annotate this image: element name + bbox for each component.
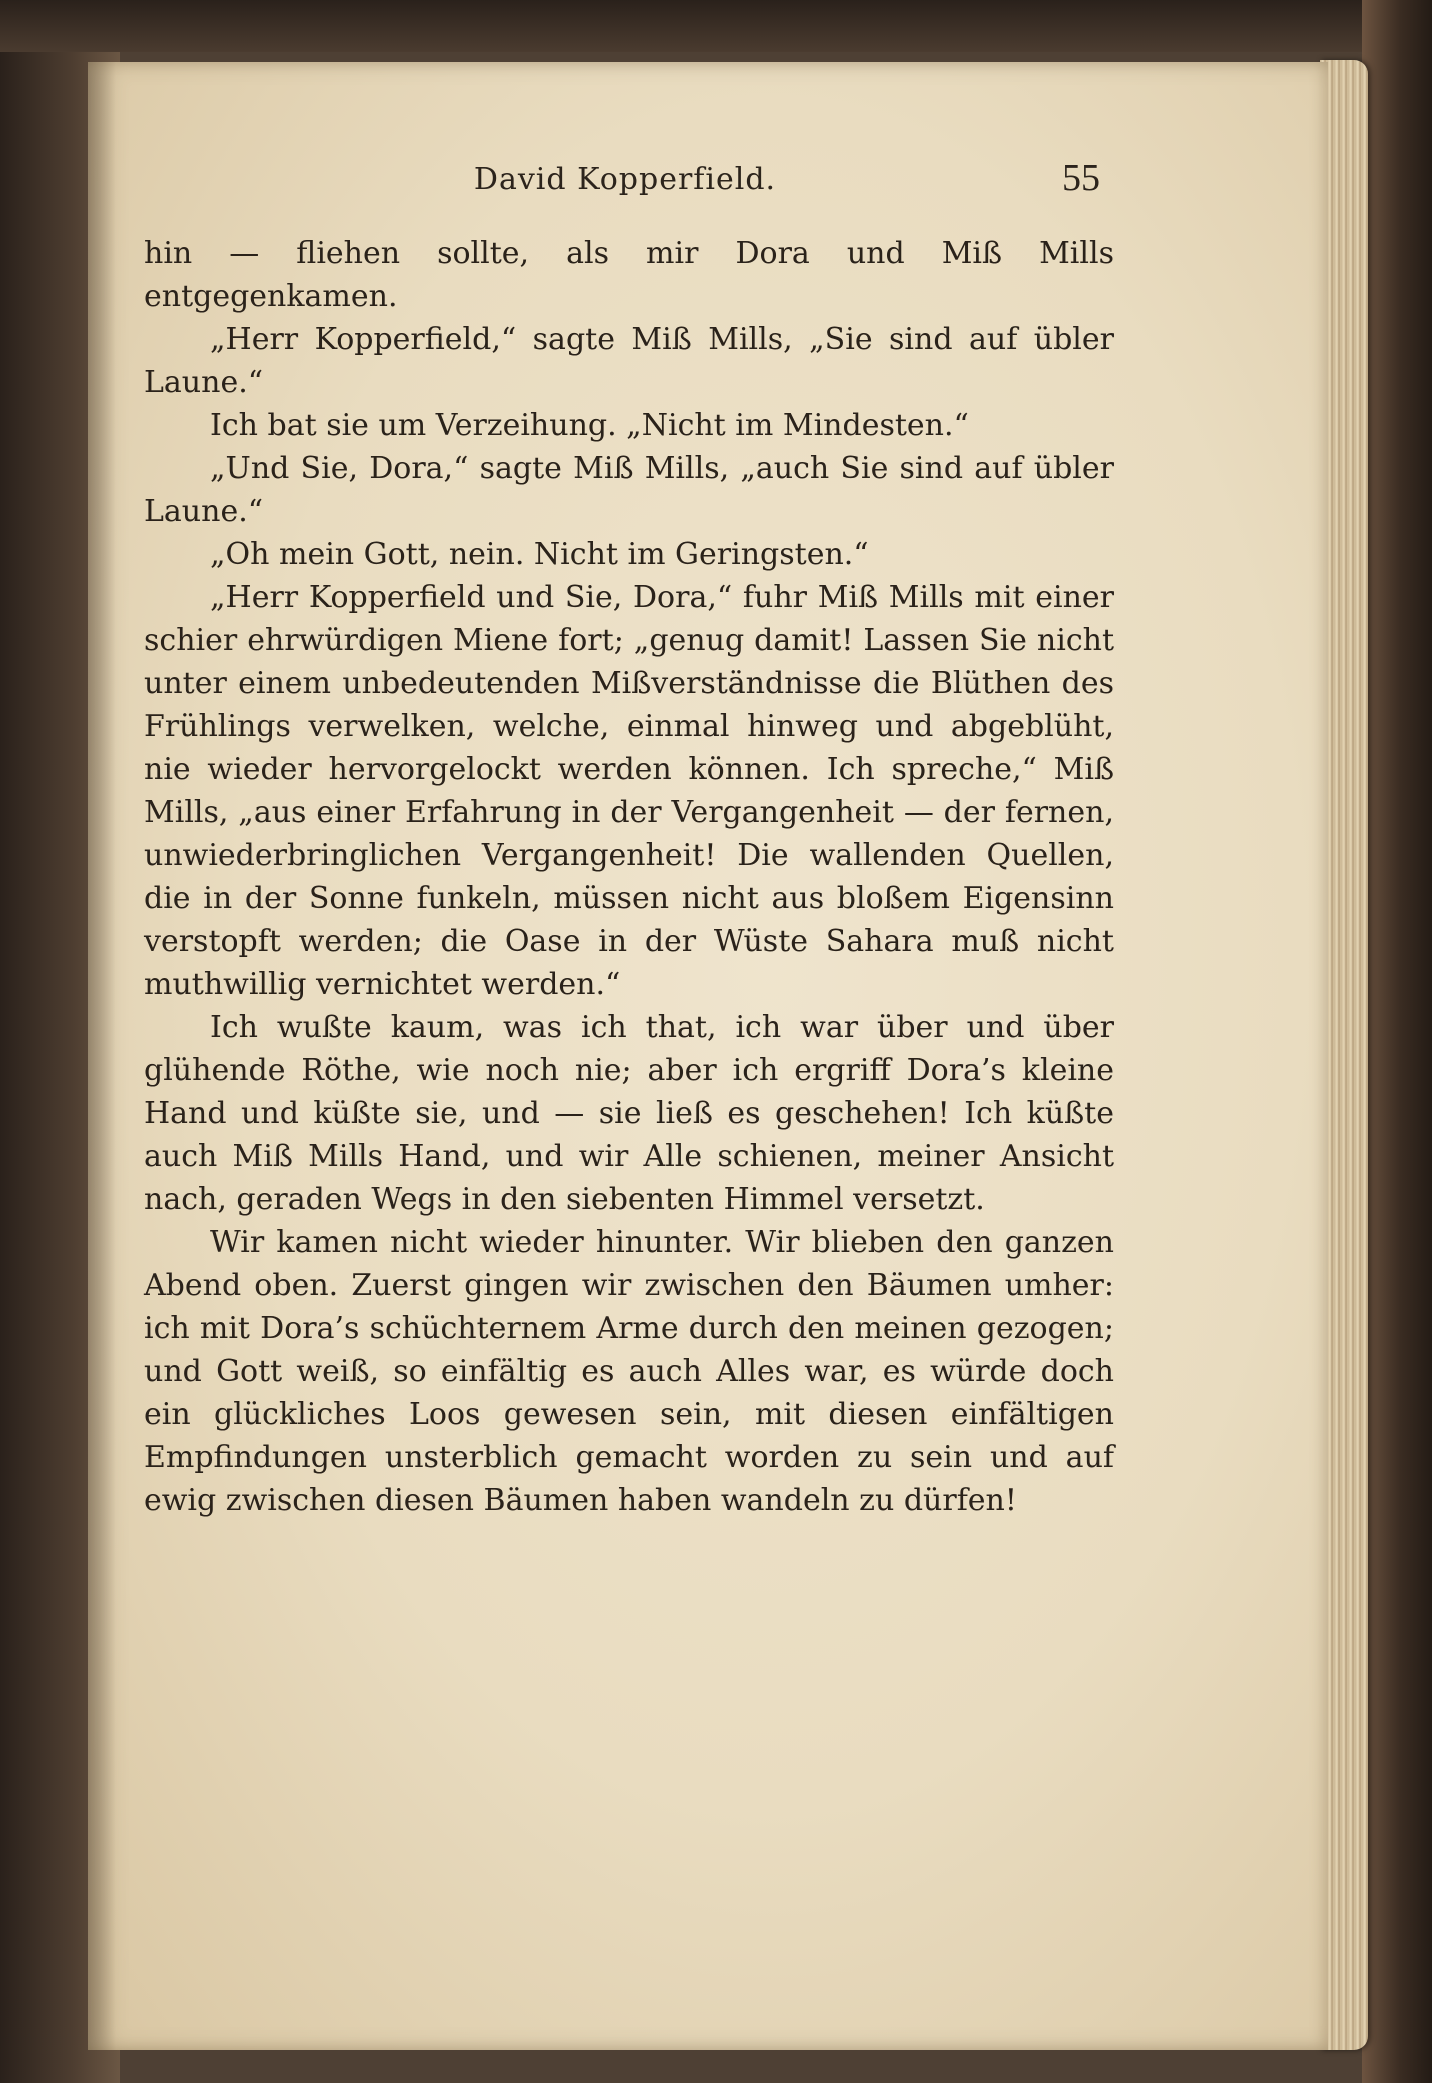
book-cover-top [0,0,1432,52]
page-header [150,150,1100,210]
paragraph: „Herr Kopperfield und Sie, Dora,“ fuhr Miß Mills mit einer schier ehrwürdigen Miene fort; „genug damit! Lassen Sie nicht unter einem unbedeutenden Mißverständnisse die Blüthen des Frühlings verwelken, welche, einmal hinweg und abgeblüht, nie wieder hervorgelockt werden können. Ich spreche,“ Miß Mills, „aus einer Erfahrung in der Vergangenheit — der fernen, unwiederbringlichen Vergangenheit! Die wallenden Quellen, die in der Sonne funkeln, müssen nicht aus bloßem Eigensinn verstopft werden; die Oase in der Wüste Sahara muß nicht muthwillig vernichtet werden.“ [144,580,1114,1002]
page-gutter-shadow [88,62,116,2050]
paragraph: hin — fliehen sollte, als mir Dora und Miß Mills entgegenkamen. [144,236,1114,314]
book-cover-right [1362,0,1432,2083]
paragraph: „Oh mein Gott, nein. Nicht im Geringsten.“ [210,537,869,572]
paragraph: „Und Sie, Dora,“ sagte Miß Mills, „auch Sie sind auf übler Laune.“ [144,451,1114,529]
page-number: 55 [1062,157,1100,199]
body-text [144,232,1114,1522]
paragraph: Wir kamen nicht wieder hinunter. Wir blieben den ganzen Abend oben. Zuerst gingen wir zwischen den Bäumen umher: ich mit Dora’s schüchternem Arme durch den meinen gezogen; und Gott weiß, so einfältig es auch Alles war, es würde doch ein glückliches Loos gewesen sein, mit diesen einfältigen Empfindungen unsterblich gemacht worden zu sein und auf ewig zwischen diesen Bäumen haben wandeln zu dürfen! [144,1225,1114,1518]
paragraph: Ich wußte kaum, was ich that, ich war über und über glühende Röthe, wie noch nie; aber ich ergriff Dora’s kleine Hand und küßte sie, und — sie ließ es geschehen! Ich küßte auch Miß Mills Hand, und wir Alle schienen, meiner Ansicht nach, geraden Wegs in den siebenten Himmel versetzt. [144,1010,1114,1217]
paragraph: „Herr Kopperfield,“ sagte Miß Mills, „Sie sind auf übler Laune.“ [144,322,1114,400]
paragraph: Ich bat sie um Verzeihung. „Nicht im Mindesten.“ [210,408,969,443]
running-title: David Kopperfield. [473,162,777,197]
